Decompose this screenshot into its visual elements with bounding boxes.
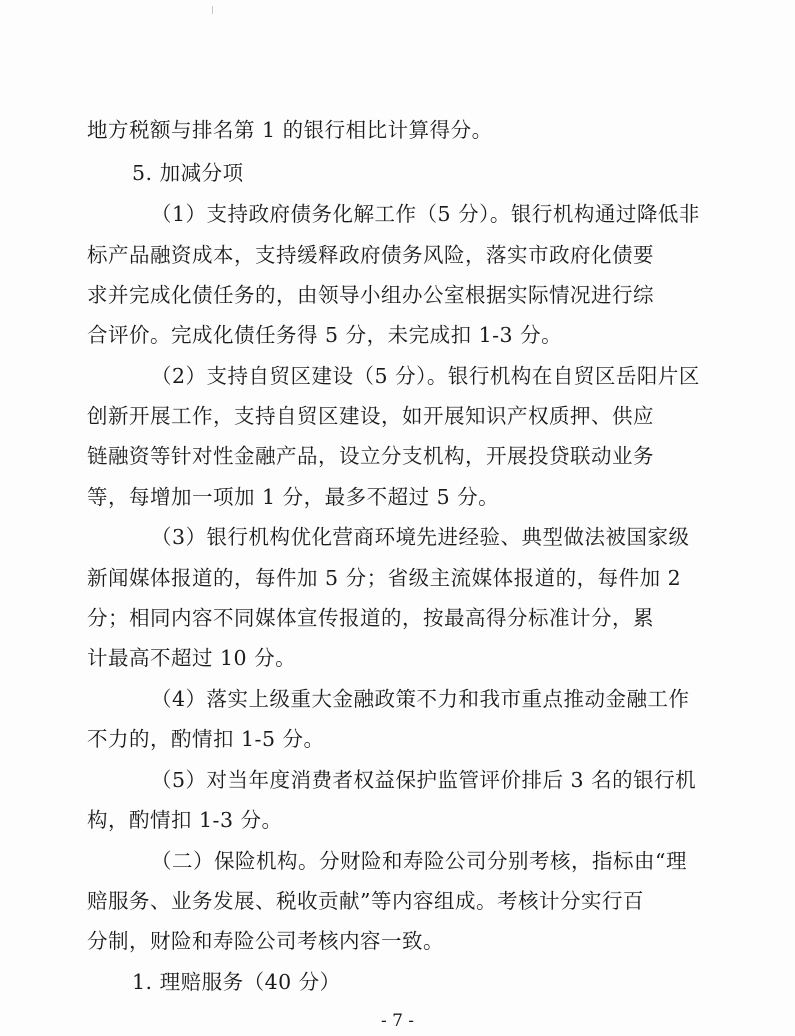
text-line: 链融资等针对性金融产品，设立分支机构，开展投贷联动业务 xyxy=(87,444,654,468)
text-line: （4）落实上级重大金融政策不力和我市重点推动金融工作 xyxy=(151,687,690,711)
text-line: 合评价。完成化债任务得 5 分，未完成扣 1-3 分。 xyxy=(87,323,563,347)
text-line: 分制，财险和寿险公司考核内容一致。 xyxy=(87,929,444,953)
text-line: 创新开展工作，支持自贸区建设，如开展知识产权质押、供应 xyxy=(87,404,654,428)
text-line: 新闻媒体报道的，每件加 5 分；省级主流媒体报道的，每件加 2 xyxy=(87,566,682,590)
text-line: （5）对当年度消费者权益保护监管评价排后 3 名的银行机 xyxy=(151,768,697,792)
text-line: （3）银行机构优化营商环境先进经验、典型做法被国家级 xyxy=(151,525,690,549)
text-line: 构，酌情扣 1-3 分。 xyxy=(87,808,283,832)
text-line: 地方税额与排名第 1 的银行相比计算得分。 xyxy=(87,118,493,142)
text-line: 赔服务、业务发展、税收贡献”等内容组成。考核计分实行百 xyxy=(87,889,644,913)
text-line: 分；相同内容不同媒体宣传报道的，按最高得分标准计分，累 xyxy=(87,606,654,630)
page-number: - 7 - xyxy=(380,1011,415,1031)
section-heading: 1. 理赔服务（40 分） xyxy=(132,970,341,994)
text-line: 计最高不超过 10 分。 xyxy=(87,646,297,670)
text-line: 标产品融资成本，支持缓释政府债务风险，落实市政府化债要 xyxy=(87,243,654,267)
text-line: 求并完成化债任务的，由领导小组办公室根据实际情况进行综 xyxy=(87,283,654,307)
text-line: （2）支持自贸区建设（5 分）。银行机构在自贸区岳阳片区 xyxy=(151,364,700,388)
text-line: （二）保险机构。分财险和寿险公司分别考核，指标由“理 xyxy=(151,849,687,873)
text-line: 不力的，酌情扣 1-5 分。 xyxy=(87,727,325,751)
section-heading: 5. 加减分项 xyxy=(132,161,244,185)
scan-mark xyxy=(212,6,213,14)
text-line: 等，每增加一项加 1 分，最多不超过 5 分。 xyxy=(87,485,500,509)
text-line: （1）支持政府债务化解工作（5 分）。银行机构通过降低非 xyxy=(151,202,700,226)
